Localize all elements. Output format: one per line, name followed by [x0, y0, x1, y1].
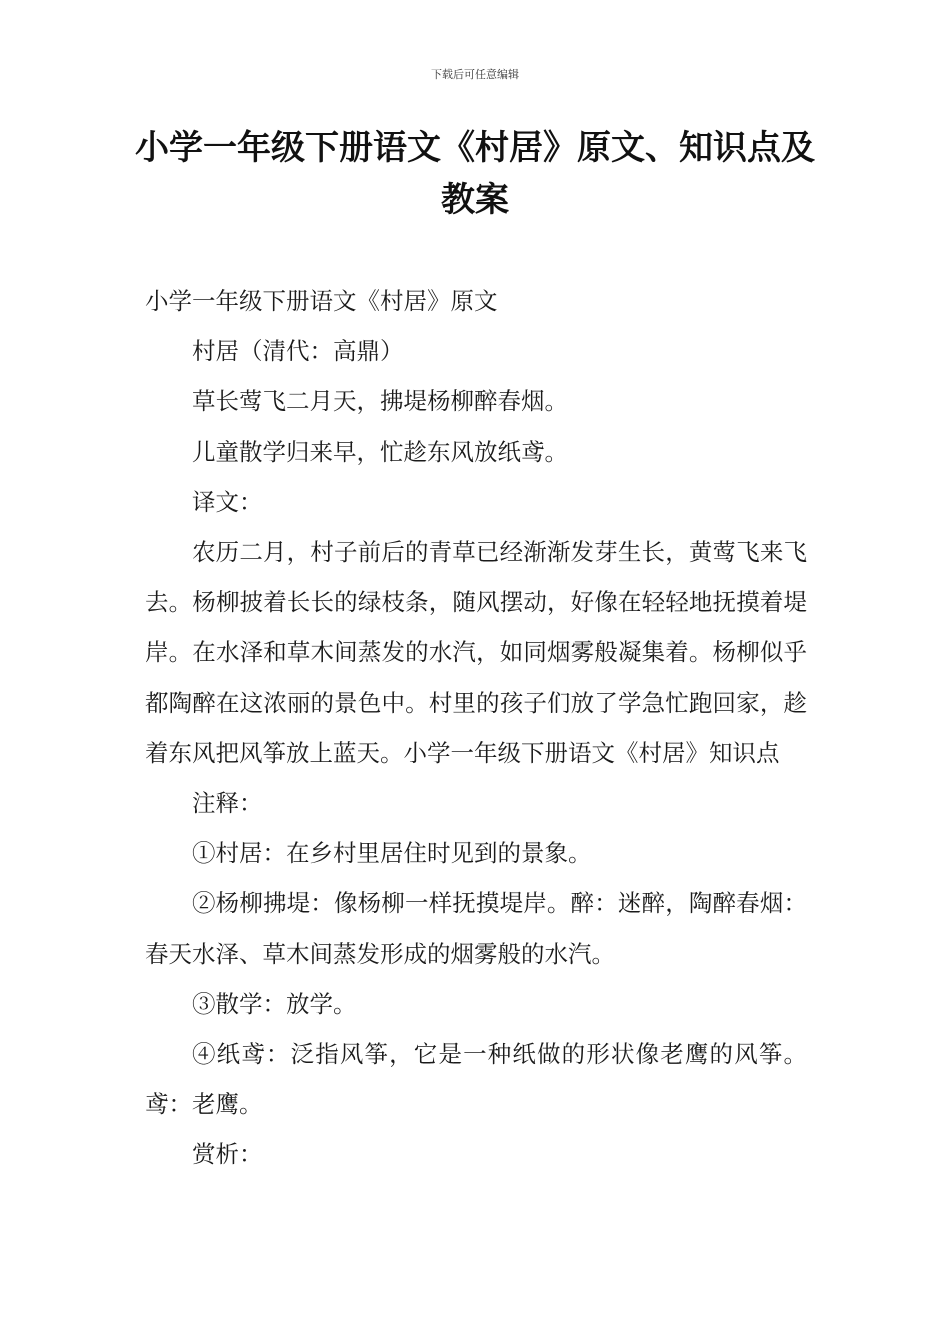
paragraph-note-4: ④纸鸢：泛指风筝，它是一种纸做的形状像老鹰的风筝。鸢：老鹰。 [145, 1040, 807, 1119]
paragraph-section-heading: 小学一年级下册语文《村居》原文 [145, 287, 498, 315]
paragraph-poem-title: 村居（清代：高鼎） [192, 337, 404, 366]
paragraph-translation: 农历二月，村子前后的青草已经渐渐发芽生长，黄莺飞来飞去。杨柳披着长长的绿枝条，随风摆动，好像在轻轻地抚摸着堤岸。在水泽和草木间蒸发的水汽，如同烟雾般凝集着。杨柳似乎都陶醉在这浓丽的景色中。村里的孩子们放了学急忙跑回家，趁着东风把风筝放上蓝天。小学一年级下册语文《村居》知识点 [145, 538, 807, 767]
paragraph-note-2: ②杨柳拂堤：像杨柳一样抚摸堤岸。醉：迷醉，陶醉春烟：春天水泽、草木间蒸发形成的烟雾般的水汽。 [145, 889, 807, 968]
paragraph-translation-label: 译文： [192, 487, 263, 516]
paragraph-poem-line-1: 草长莺飞二月天，拂堤杨柳醉春烟。 [192, 387, 568, 416]
paragraph-note-1: ①村居：在乡村里居住时见到的景象。 [192, 839, 592, 868]
header-note: 下载后可任意编辑 [431, 68, 519, 81]
paragraph-notes-label: 注释： [192, 789, 263, 818]
paragraph-appreciation-label: 赏析： [192, 1140, 263, 1169]
paragraph-poem-line-2: 儿童散学归来早，忙趁东风放纸鸢。 [192, 437, 568, 466]
document-title: 小学一年级下册语文《村居》原文、知识点及教案 [135, 128, 815, 220]
paragraph-note-3: ③散学：放学。 [192, 989, 357, 1018]
document-body [145, 276, 807, 1180]
